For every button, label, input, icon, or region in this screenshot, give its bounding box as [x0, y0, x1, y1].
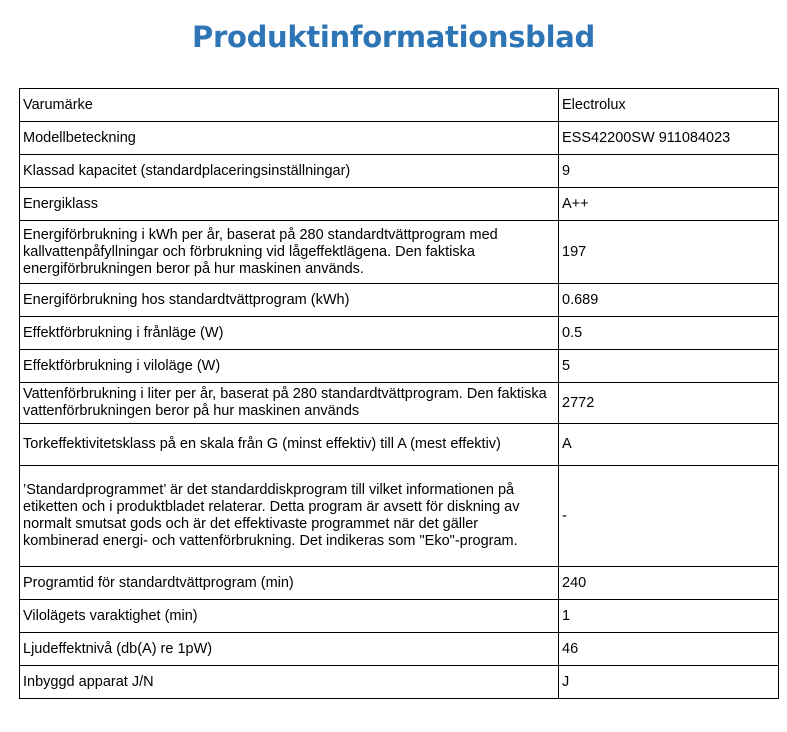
row-label-noise-level: Ljudeffektnivå (db(A) re 1pW) [20, 633, 559, 666]
row-label-annual-water: Vattenförbrukning i liter per år, baserat på 280 standardtvättprogram. Den faktiska vattenförbrukningen beror på hur maskinen används [20, 383, 559, 424]
row-label-model: Modellbeteckning [20, 122, 559, 155]
row-value-energy-class: A++ [559, 188, 779, 221]
table-row [20, 89, 779, 122]
row-value-off-mode-power: 0.5 [559, 317, 779, 350]
row-value-annual-energy: 197 [559, 221, 779, 284]
table-row [20, 155, 779, 188]
row-label-capacity: Klassad kapacitet (standardplaceringsinställningar) [20, 155, 559, 188]
row-label-off-mode-power: Effektförbrukning i frånläge (W) [20, 317, 559, 350]
table-row [20, 567, 779, 600]
row-value-brand: Electrolux [559, 89, 779, 122]
table-row [20, 466, 779, 567]
row-value-noise-level: 46 [559, 633, 779, 666]
row-value-standby-power: 5 [559, 350, 779, 383]
table-row [20, 600, 779, 633]
row-label-drying-class: Torkeffektivitetsklass på en skala från G (minst effektiv) till A (mest effektiv) [20, 424, 559, 466]
table-row [20, 284, 779, 317]
table-row [20, 350, 779, 383]
table-row [20, 221, 779, 284]
row-label-energy-class: Energiklass [20, 188, 559, 221]
row-label-standby-duration: Vilolägets varaktighet (min) [20, 600, 559, 633]
row-value-annual-water: 2772 [559, 383, 779, 424]
product-info-table [19, 88, 779, 699]
row-label-standard-program: ’Standardprogrammet’ är det standarddiskprogram till vilket informationen på etiketten och i produktbladet relaterar. Detta program är avsett för diskning av normalt smutsat gods och är det effektivaste programmet när det gäller kombinerad energi- och vattenförbrukning. Det indikeras som "Eko"-program. [20, 466, 559, 567]
page-title: Produktinformationsblad [191, 20, 595, 54]
row-label-standby-power: Effektförbrukning i viloläge (W) [20, 350, 559, 383]
row-label-brand: Varumärke [20, 89, 559, 122]
table-row [20, 424, 779, 466]
table-row [20, 633, 779, 666]
row-value-program-time: 240 [559, 567, 779, 600]
row-value-built-in: J [559, 666, 779, 699]
row-value-program-energy: 0.689 [559, 284, 779, 317]
row-label-built-in: Inbyggd apparat J/N [20, 666, 559, 699]
row-value-model: ESS42200SW 911084023 [559, 122, 779, 155]
row-label-program-time: Programtid för standardtvättprogram (min) [20, 567, 559, 600]
row-label-annual-energy: Energiförbrukning i kWh per år, baserat på 280 standardtvättprogram med kallvattenpåfyllningar och förbrukning vid lågeffektlägena. Den faktiska energiförbrukningen beror på hur maskinen används. [20, 221, 559, 284]
table-row [20, 188, 779, 221]
row-value-standard-program: - [559, 466, 779, 567]
table-row [20, 317, 779, 350]
row-value-drying-class: A [559, 424, 779, 466]
row-value-capacity: 9 [559, 155, 779, 188]
table-row [20, 666, 779, 699]
table-row [20, 122, 779, 155]
row-label-program-energy: Energiförbrukning hos standardtvättprogram (kWh) [20, 284, 559, 317]
table-row [20, 383, 779, 424]
row-value-standby-duration: 1 [559, 600, 779, 633]
